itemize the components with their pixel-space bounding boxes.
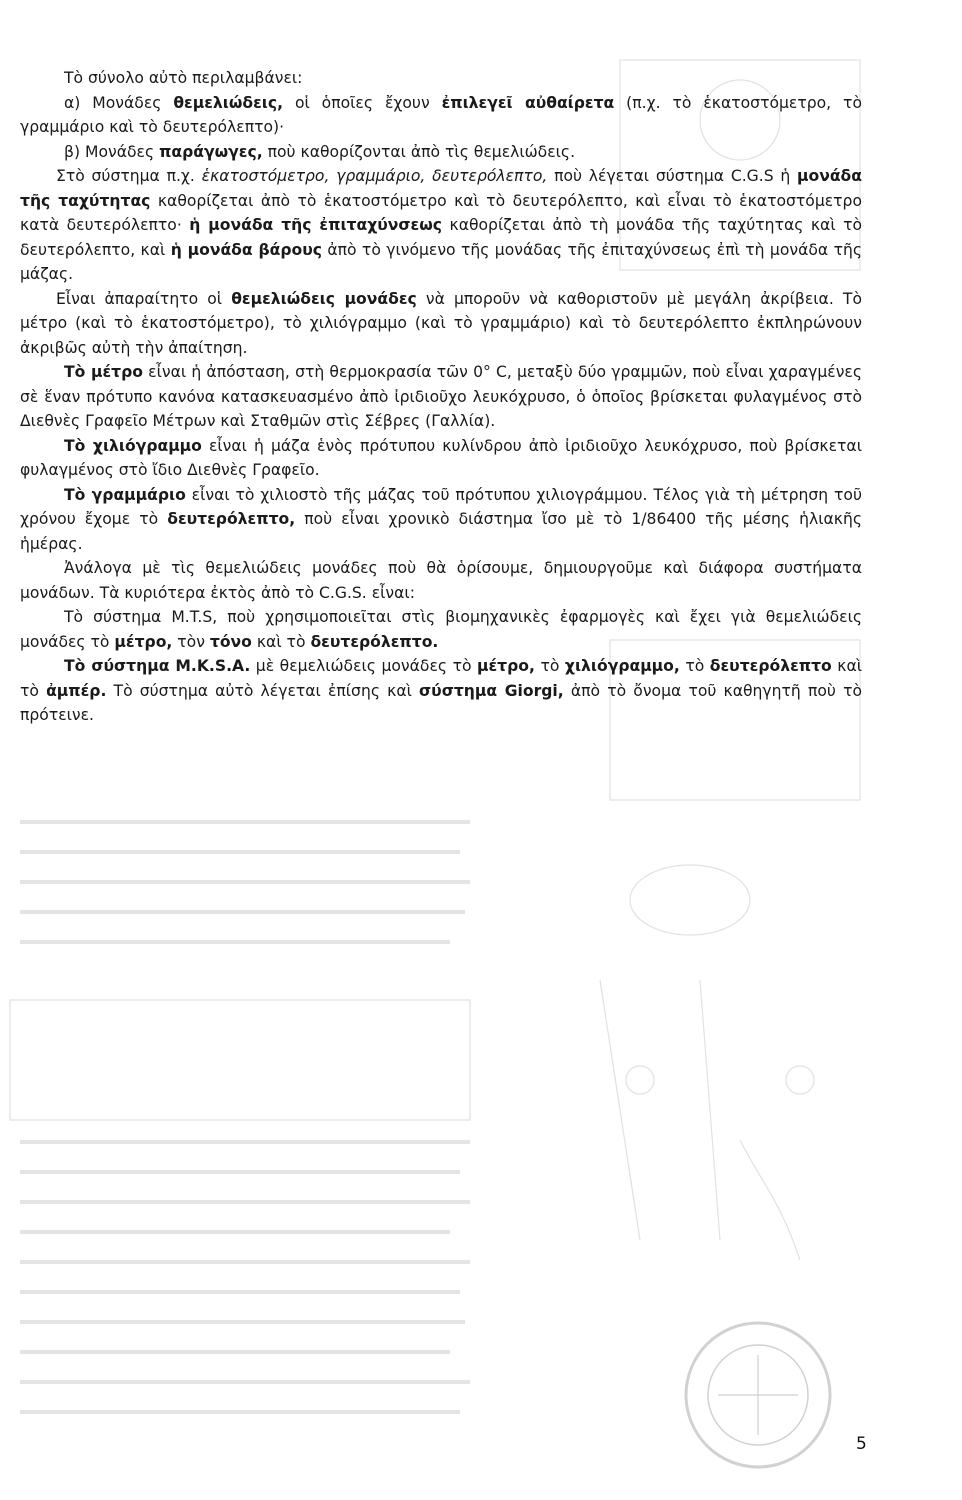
paragraph (20, 91, 862, 140)
bold-text: Τὸ χιλιόγραμμο (64, 436, 202, 455)
text-run: εἶναι τὸ χιλιοστὸ τῆς μάζας τοῦ πρότυπου χιλιογράμμου. Τέλος γιὰ τὴ μέτρηση τοῦ χρόνου ἔχομε τὸ (20, 485, 862, 528)
paragraph (20, 140, 862, 165)
bold-text: ἀμπέρ. (46, 681, 107, 700)
bold-text: Τὸ γραμμάριο (64, 485, 186, 504)
bold-text: Τὸ μέτρο (64, 363, 143, 381)
text-run: καθορίζεται ἀπὸ τὸ ἑκατοστόμετρο καὶ τὸ δευτερόλεπτο, καὶ εἶναι τὸ ἑκατοστόμετρο κατὰ δευτερόλεπτο· (20, 191, 862, 234)
italic-text: ἑκατοστόμετρο, γραμμάριο, δευτερόλεπτο, (201, 167, 548, 185)
text-run: καὶ τὸ (251, 632, 311, 651)
bold-text: μέτρο, (477, 657, 535, 675)
bold-text: δευτερόλεπτο (709, 657, 832, 675)
bold-text: σύστημα Giorgi, (419, 681, 564, 700)
paragraph (20, 483, 862, 557)
library-stamp (598, 1300, 862, 1480)
bold-text: ἡ μονάδα βάρους (170, 240, 322, 259)
text-run: ποὺ εἶναι χρονικὸ διάστημα ἴσο μὲ τὸ 1/86400 τῆς μέσης ἡλιακῆς ἡμέρας. (20, 510, 862, 553)
text-run: Τὸ σύστημα αὐτὸ λέγεται ἐπίσης καὶ (106, 681, 420, 700)
bold-text: παράγωγες, (159, 142, 263, 161)
bold-text: χιλιόγραμμο, (564, 657, 680, 675)
text-run: Τὸ σύστημα M.T.S, ποὺ χρησιμοποιεῖται στὶς βιομηχανικὲς ἐφαρμογὲς καὶ ἔχει γιὰ θεμελιώδεις μονάδες τὸ (20, 608, 862, 651)
paragraph (20, 164, 862, 287)
text-run: οἱ ὁποῖες ἔχουν (283, 93, 442, 112)
bold-text: θεμελιώδεις μονάδες (231, 289, 417, 308)
text-run: Εἶναι ἀπαραίτητο οἱ (56, 289, 232, 308)
bold-text: μονάδα τῆς ταχύτητας (20, 167, 862, 210)
text-run: Τὸ σύνολο αὐτὸ περιλαμβάνει: (64, 69, 303, 87)
text-run: εἶναι ἡ ἀπόσταση, στὴ θερμοκρασία τῶν 0° C, μεταξὺ δύο γραμμῶν, ποὺ εἶναι χαραγμένες σὲ ἕναν πρότυπο κανόνα κατασκευασμένο ἀπὸ ἰριδιοῦχο λευκόχρυσο, ὁ ὁποῖος βρίσκεται φυλαγμένος στὸ Διεθνὲς Γραφεῖο Μέτρων καὶ Σταθμῶν στὶς Σέβρες (Γαλλία). (20, 363, 863, 430)
bold-text: μέτρο, (114, 632, 173, 651)
bold-text: ἡ μονάδα τῆς ἐπιταχύνσεως (189, 216, 443, 234)
text-run: Στὸ σύστημα π.χ. (56, 167, 202, 185)
text-run: ποὺ καθορίζονται ἀπὸ τὶς θεμελιώδεις. (262, 142, 576, 161)
bold-text: δευτερόλεπτο, (167, 510, 296, 528)
text-run: Ἀνάλογα μὲ τὶς θεμελιώδεις μονάδες ποὺ θὰ ὁρίσουμε, δημιουργοῦμε καὶ διάφορα συστήματα μονάδων. Τὰ κυριότερα ἐκτὸς ἀπὸ τὸ C.G.S. εἶναι: (20, 559, 862, 602)
text-run: α) Μονάδες (64, 93, 174, 112)
text-run: ἀπὸ τὸ γινόμενο τῆς μονάδας τῆς ἐπιταχύνσεως ἐπὶ τὴ μονάδα τῆς μάζας. (20, 240, 862, 283)
text-run: (π.χ. τὸ ἑκατοστόμετρο, τὸ γραμμάριο καὶ τὸ δευτερόλεπτο)· (20, 93, 862, 136)
paragraph (20, 605, 862, 654)
bold-text: τόνο (209, 632, 252, 651)
text-run: τὸ (679, 657, 710, 675)
text-run: β) Μονάδες (64, 142, 160, 161)
text-run: τὸν (172, 632, 210, 651)
paragraph (20, 287, 862, 361)
bold-text: δευτερόλεπτο. (310, 632, 439, 651)
text-run: τὸ (534, 657, 565, 675)
text-run: ποὺ λέγεται σύστημα C.G.S ἡ (547, 167, 798, 185)
text-run: καθορίζεται ἀπὸ τὴ μονάδα τῆς ταχύτητας καὶ τὸ δευτερόλεπτο, καὶ (20, 216, 862, 259)
paragraph (20, 654, 862, 728)
paragraph (20, 434, 862, 483)
text-run: νὰ μποροῦν νὰ καθοριστοῦν μὲ μεγάλη ἀκρίβεια. Τὸ μέτρο (καὶ τὸ ἑκατοστόμετρο), τὸ χιλιόγραμμο (καὶ τὸ γραμμάριο) καὶ τὸ δευτερόλεπτο ἐκπληρώνουν ἀκριβῶς αὐτὴ τὴν ἀπαίτηση. (20, 289, 862, 357)
bold-text: ἐπιλεγεῖ αὐθαίρετα (441, 93, 615, 112)
bold-text: Τὸ σύστημα M.K.S.A. (64, 657, 251, 675)
text-run: μὲ θεμελιώδεις μονάδες τὸ (250, 657, 478, 675)
text-run: ἀπὸ τὸ ὄνομα τοῦ καθηγητῆ ποὺ τὸ πρότεινε. (20, 681, 863, 724)
document-body (20, 66, 862, 728)
paragraph (20, 556, 862, 605)
page-number: 5 (856, 1434, 867, 1454)
text-run: καὶ τὸ (20, 657, 863, 700)
paragraph (20, 360, 862, 434)
paragraph (20, 66, 862, 91)
text-run: εἶναι ἡ μάζα ἑνὸς πρότυπου κυλίνδρου ἀπὸ ἰριδιοῦχο λευκόχρυσο, ποὺ βρίσκεται φυλαγμένος στὸ ἴδιο Διεθνὲς Γραφεῖο. (20, 436, 862, 479)
bold-text: θεμελιώδεις, (173, 93, 284, 112)
